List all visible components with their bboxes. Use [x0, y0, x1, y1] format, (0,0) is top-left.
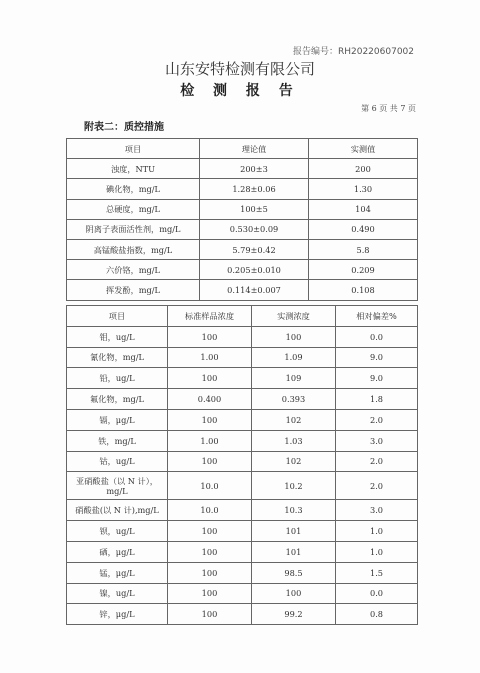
table-row — [67, 472, 418, 500]
value-cell: 1.28±0.06 — [200, 179, 309, 199]
value-cell: 5.79±0.42 — [200, 239, 309, 259]
value-cell: 0.0 — [336, 583, 418, 604]
value-cell: 98.5 — [252, 562, 336, 583]
value-cell: 0.490 — [309, 219, 418, 239]
value-cell: 0.8 — [336, 604, 418, 625]
header-cell: 实测浓度 — [252, 306, 336, 327]
value-cell: 10.3 — [252, 500, 336, 521]
section-title: 附表二：质控措施 — [84, 122, 164, 133]
report-title: 检 测 报 告 — [180, 83, 300, 99]
value-cell: 0.393 — [252, 389, 336, 410]
value-cell: 1.03 — [252, 430, 336, 451]
table-row — [67, 500, 418, 521]
value-cell: 100 — [168, 409, 252, 430]
value-cell: 100±5 — [200, 199, 309, 219]
value-cell: 0.530±0.09 — [200, 219, 309, 239]
header-cell: 相对偏差% — [336, 306, 418, 327]
item-cell: 钴，ug/L — [67, 451, 168, 472]
value-cell: 9.0 — [336, 347, 418, 368]
item-cell: 高锰酸盐指数，mg/L — [67, 239, 200, 259]
value-cell: 100 — [168, 562, 252, 583]
item-cell: 亚硝酸盐（以 N 计），mg/L — [67, 472, 168, 500]
item-cell: 镉，μg/L — [67, 409, 168, 430]
value-cell: 3.0 — [336, 500, 418, 521]
value-cell: 0.400 — [168, 389, 252, 410]
item-cell: 氰化物，mg/L — [67, 347, 168, 368]
table-header-row — [67, 139, 418, 159]
item-cell: 铅，ug/L — [67, 368, 168, 389]
qc-standard-sample-table — [66, 305, 418, 625]
value-cell: 5.8 — [309, 239, 418, 259]
value-cell: 1.0 — [336, 541, 418, 562]
item-cell: 铁，mg/L — [67, 430, 168, 451]
qc-theoretical-table — [66, 138, 418, 301]
value-cell: 1.09 — [252, 347, 336, 368]
table-row — [67, 326, 418, 347]
table-row — [67, 260, 418, 280]
value-cell: 1.00 — [168, 430, 252, 451]
page-indicator: 第 6 页 共 7 页 — [361, 104, 416, 113]
table-row — [67, 389, 418, 410]
value-cell: 100 — [168, 541, 252, 562]
value-cell: 100 — [168, 583, 252, 604]
header-cell: 项目 — [67, 306, 168, 327]
report-number: 报告编号：RH20220607002 — [292, 47, 414, 57]
value-cell: 9.0 — [336, 368, 418, 389]
value-cell: 1.8 — [336, 389, 418, 410]
item-cell: 硝酸盐(以 N 计),mg/L — [67, 500, 168, 521]
value-cell: 100 — [168, 521, 252, 542]
item-cell: 硒，μg/L — [67, 541, 168, 562]
table-row — [67, 409, 418, 430]
item-cell: 挥发酚，mg/L — [67, 280, 200, 300]
table-row — [67, 541, 418, 562]
table-row — [67, 179, 418, 199]
value-cell: 100 — [168, 451, 252, 472]
value-cell: 0.108 — [309, 280, 418, 300]
item-cell: 总硬度，mg/L — [67, 199, 200, 219]
table-row — [67, 451, 418, 472]
item-cell: 氟化物，mg/L — [67, 389, 168, 410]
value-cell: 2.0 — [336, 472, 418, 500]
table-row — [67, 562, 418, 583]
value-cell: 0.205±0.010 — [200, 260, 309, 280]
value-cell: 200 — [309, 159, 418, 179]
header-cell: 标准样品浓度 — [168, 306, 252, 327]
value-cell: 100 — [168, 368, 252, 389]
value-cell: 101 — [252, 541, 336, 562]
table-row — [67, 159, 418, 179]
value-cell: 104 — [309, 199, 418, 219]
item-cell: 浊度，NTU — [67, 159, 200, 179]
value-cell: 99.2 — [252, 604, 336, 625]
table-row — [67, 347, 418, 368]
table-row — [67, 368, 418, 389]
table-header-row — [67, 306, 418, 327]
value-cell: 1.00 — [168, 347, 252, 368]
value-cell: 100 — [168, 326, 252, 347]
table-row — [67, 199, 418, 219]
value-cell: 0.114±0.007 — [200, 280, 309, 300]
item-cell: 镍，ug/L — [67, 583, 168, 604]
value-cell: 102 — [252, 409, 336, 430]
value-cell: 100 — [252, 583, 336, 604]
table-row — [67, 239, 418, 259]
value-cell: 200±3 — [200, 159, 309, 179]
table-row — [67, 604, 418, 625]
value-cell: 0.0 — [336, 326, 418, 347]
item-cell: 碘化物，mg/L — [67, 179, 200, 199]
item-cell: 锰，μg/L — [67, 562, 168, 583]
header-cell: 实测值 — [309, 139, 418, 159]
value-cell: 1.0 — [336, 521, 418, 542]
table-row — [67, 219, 418, 239]
value-cell: 100 — [168, 604, 252, 625]
item-cell: 钼，ug/L — [67, 326, 168, 347]
table-row — [67, 280, 418, 300]
value-cell: 101 — [252, 521, 336, 542]
item-cell: 锌，μg/L — [67, 604, 168, 625]
table-row — [67, 521, 418, 542]
item-cell: 阴离子表面活性剂，mg/L — [67, 219, 200, 239]
value-cell: 0.209 — [309, 260, 418, 280]
header-cell: 理论值 — [200, 139, 309, 159]
table-row — [67, 583, 418, 604]
header-cell: 项目 — [67, 139, 200, 159]
value-cell: 1.30 — [309, 179, 418, 199]
value-cell: 102 — [252, 451, 336, 472]
value-cell: 2.0 — [336, 409, 418, 430]
item-cell: 钡，ug/L — [67, 521, 168, 542]
table-row — [67, 430, 418, 451]
value-cell: 109 — [252, 368, 336, 389]
value-cell: 3.0 — [336, 430, 418, 451]
value-cell: 100 — [252, 326, 336, 347]
value-cell: 10.2 — [252, 472, 336, 500]
value-cell: 10.0 — [168, 472, 252, 500]
value-cell: 2.0 — [336, 451, 418, 472]
item-cell: 六价铬，mg/L — [67, 260, 200, 280]
value-cell: 10.0 — [168, 500, 252, 521]
company-name: 山东安特检测有限公司 — [164, 60, 315, 78]
value-cell: 1.5 — [336, 562, 418, 583]
